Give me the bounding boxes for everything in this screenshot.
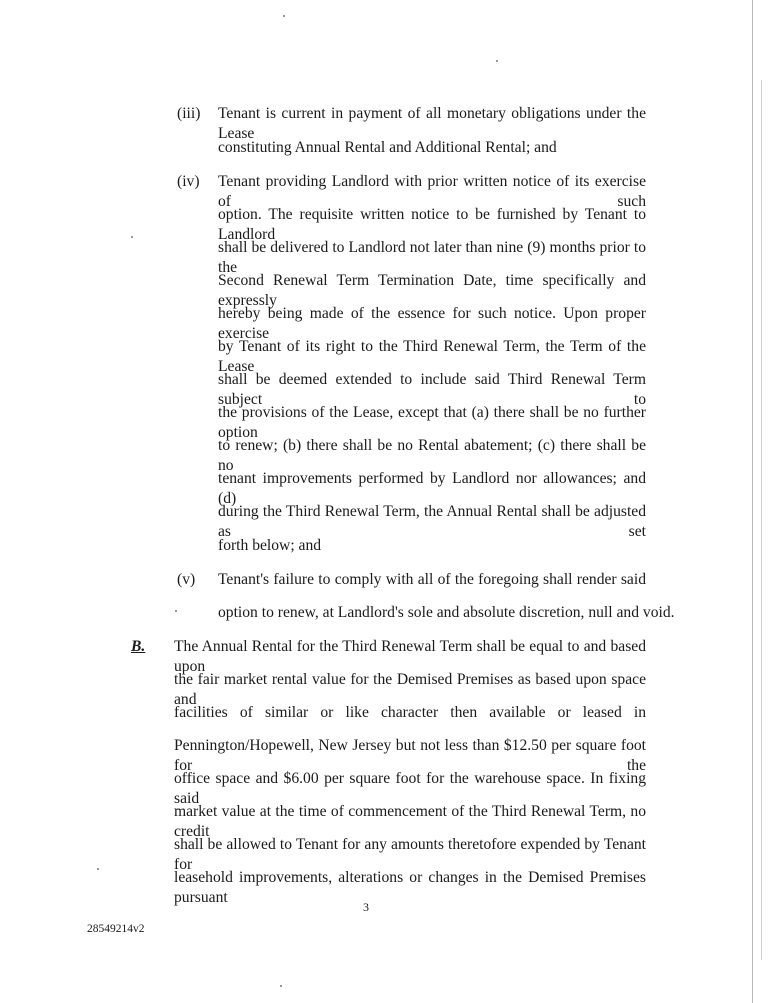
item-line: Tenant is current in payment of all monetary obligations under the Lease xyxy=(218,105,646,142)
section-line: the fair market rental value for the Demised Premises as based upon space and xyxy=(174,671,646,708)
scan-edge-line xyxy=(761,80,762,960)
item-marker: (iv) xyxy=(177,173,200,190)
section-line: office space and $6.00 per square foot for the warehouse space. In fixing said xyxy=(174,770,646,807)
item-line: tenant improvements performed by Landlord nor allowances; and (d) xyxy=(218,470,646,507)
scan-speck xyxy=(283,15,285,17)
section-line: The Annual Rental for the Third Renewal Term shall be equal to and based upon xyxy=(174,638,646,675)
item-line: Tenant's failure to comply with all of the foregoing shall render said xyxy=(218,571,646,588)
section-marker: B. xyxy=(131,638,146,655)
scan-speck xyxy=(131,236,133,238)
item-line: option to renew, at Landlord's sole and absolute discretion, null and void. xyxy=(218,604,675,621)
item-line: to renew; (b) there shall be no Rental abatement; (c) there shall be no xyxy=(218,437,646,474)
item-line: option. The requisite written notice to be furnished by Tenant to Landlord xyxy=(218,206,646,243)
item-line: shall be deemed extended to include said Third Renewal Term subject to xyxy=(218,371,646,408)
item-line: shall be delivered to Landlord not later than nine (9) months prior to the xyxy=(218,239,646,276)
scan-edge-line xyxy=(752,0,753,1003)
item-line: constituting Annual Rental and Additional Rental; and xyxy=(218,139,557,156)
scan-speck xyxy=(97,868,99,870)
section-line: Pennington/Hopewell, New Jersey but not less than $12.50 per square foot for the xyxy=(174,737,646,774)
item-line: during the Third Renewal Term, the Annual Rental shall be adjusted as set xyxy=(218,503,646,540)
scan-speck xyxy=(280,985,282,987)
item-line: Tenant providing Landlord with prior written notice of its exercise of such xyxy=(218,173,646,210)
item-marker: (iii) xyxy=(177,105,201,122)
item-line: hereby being made of the essence for such notice. Upon proper exercise xyxy=(218,305,646,342)
item-line: the provisions of the Lease, except that (a) there shall be no further option xyxy=(218,404,646,441)
item-line: forth below; and xyxy=(218,537,322,554)
section-line: leasehold improvements, alterations or changes in the Demised Premises pursuant xyxy=(174,869,646,906)
scan-speck xyxy=(175,610,177,612)
scan-speck xyxy=(496,60,498,62)
document-id: 28549214v2 xyxy=(87,923,145,935)
section-line: market value at the time of commencement of the Third Renewal Term, no credit xyxy=(174,803,646,840)
section-line: shall be allowed to Tenant for any amounts theretofore expended by Tenant for xyxy=(174,836,646,873)
item-marker: (v) xyxy=(177,571,196,588)
section-line: facilities of similar or like character then available or leased in xyxy=(174,704,646,721)
page-number: 3 xyxy=(363,900,369,914)
item-line: Second Renewal Term Termination Date, time specifically and expressly xyxy=(218,272,646,309)
item-line: by Tenant of its right to the Third Renewal Term, the Term of the Lease xyxy=(218,338,646,375)
